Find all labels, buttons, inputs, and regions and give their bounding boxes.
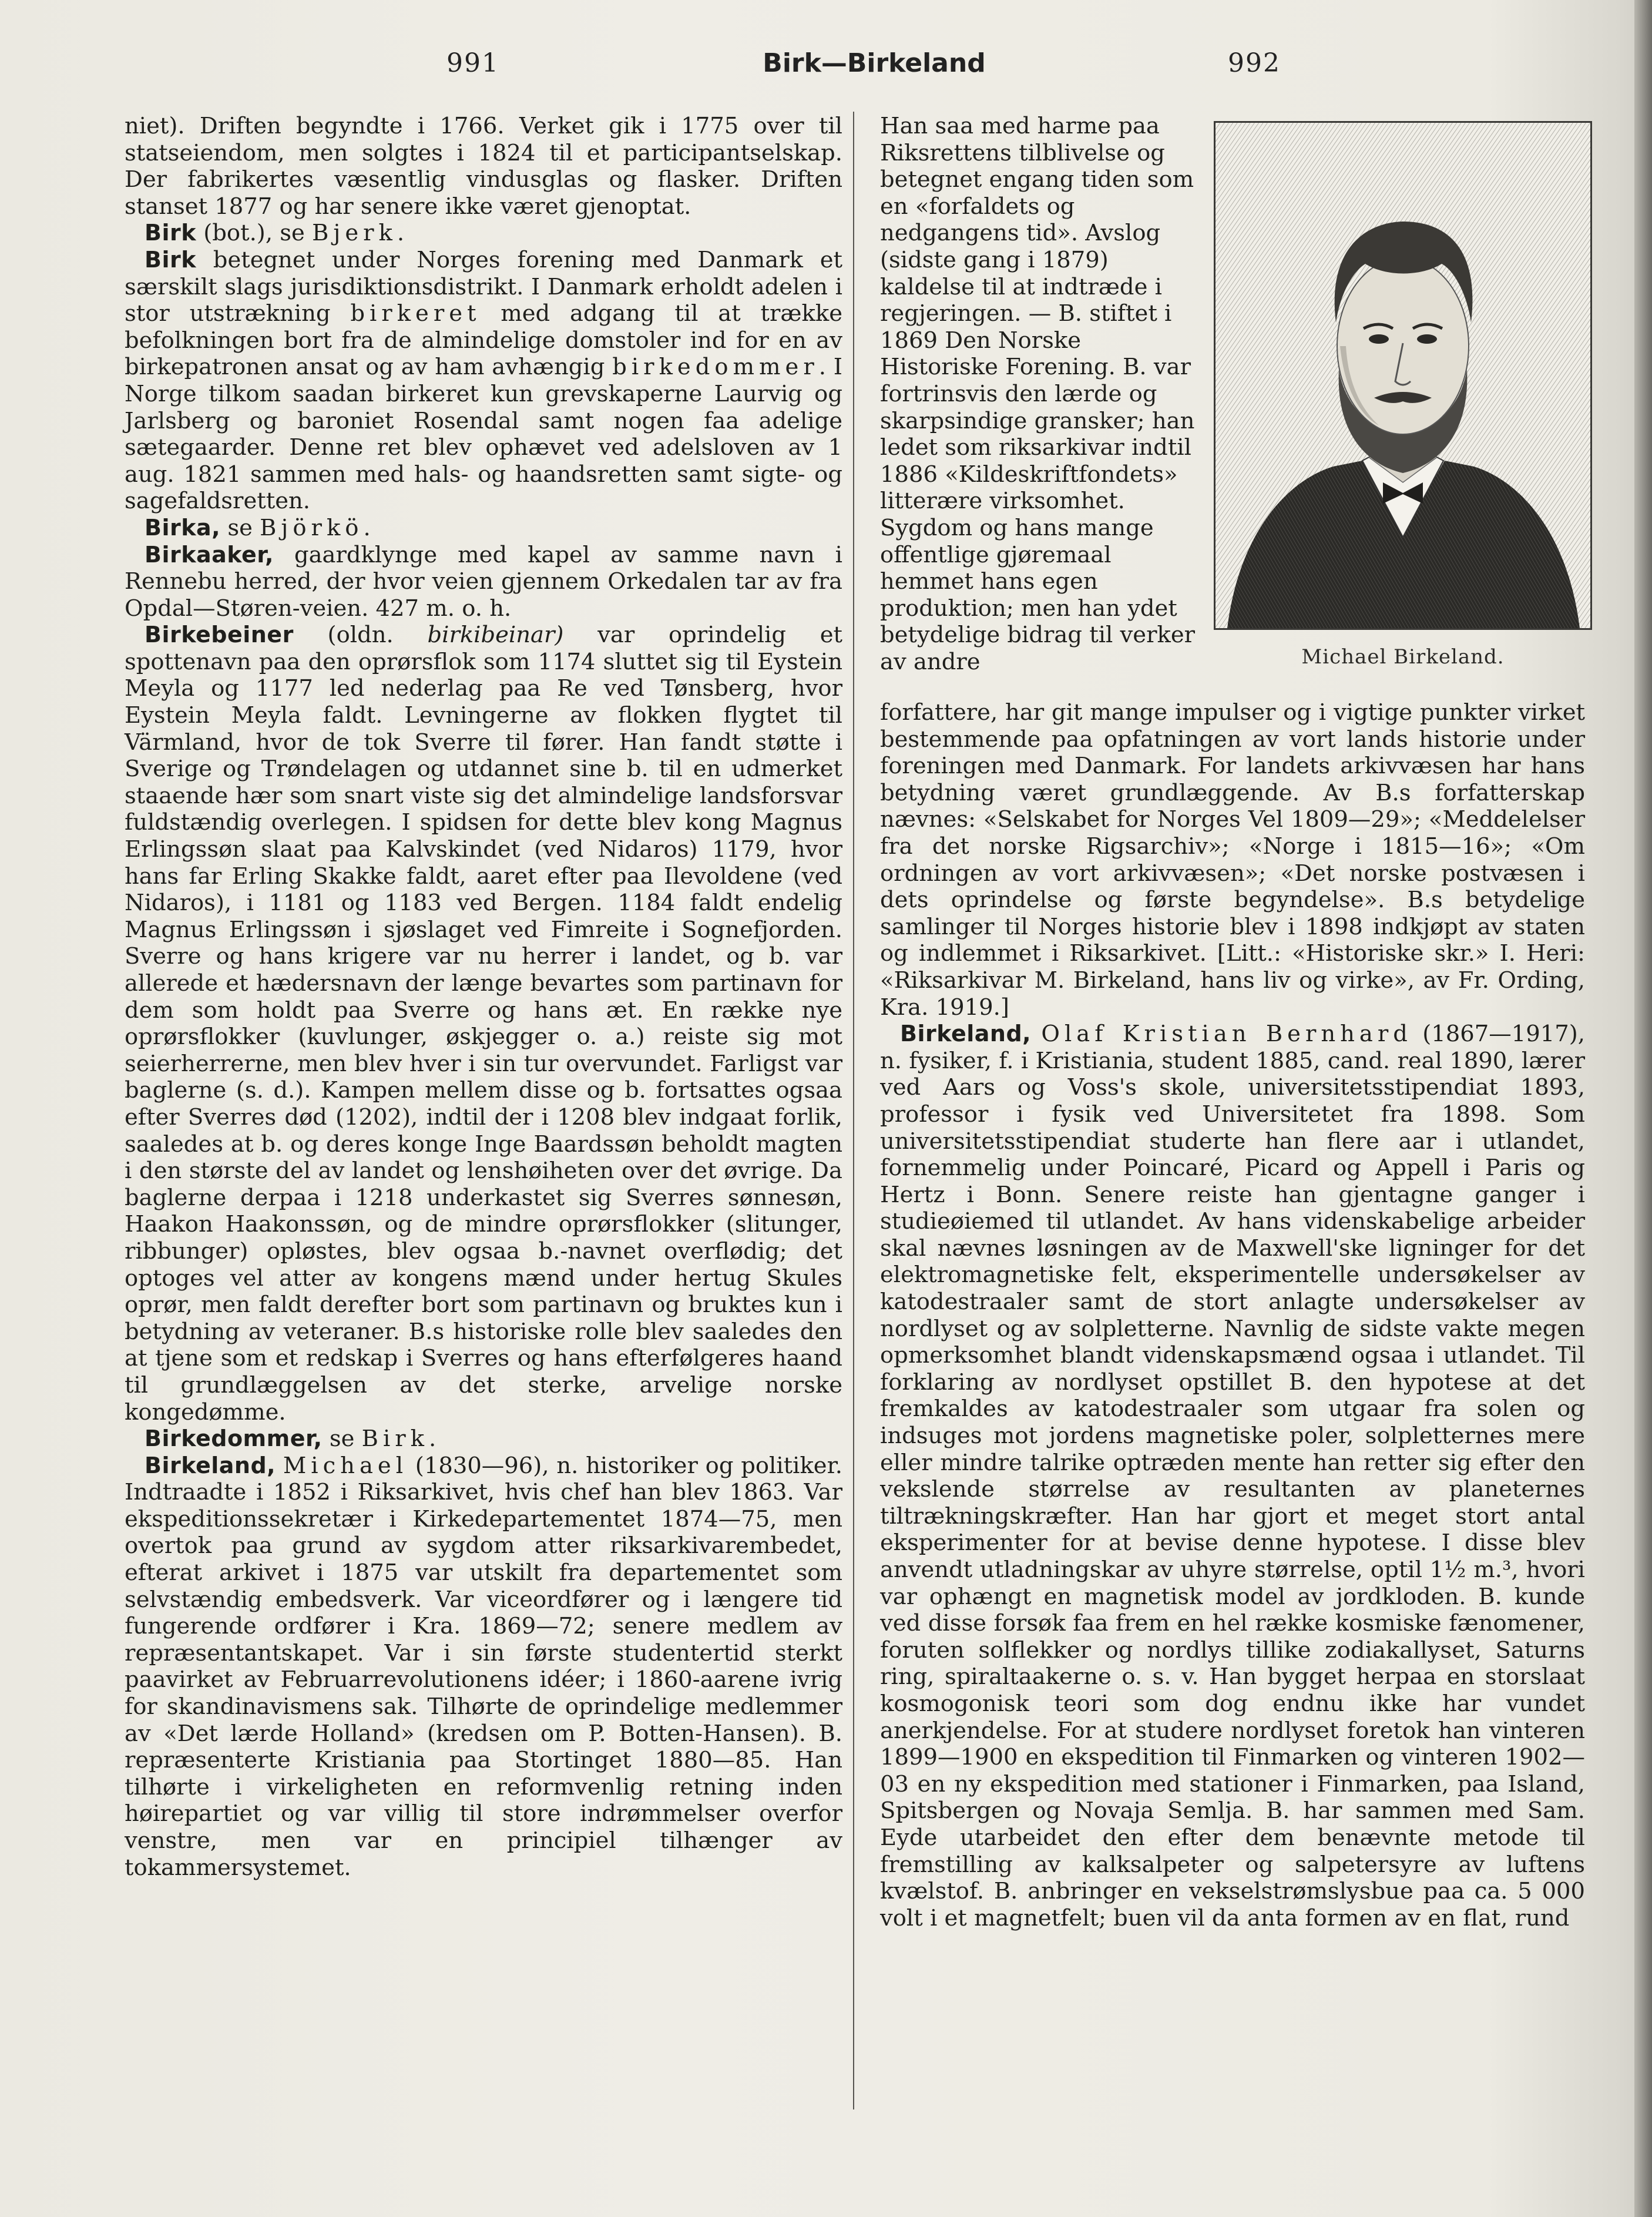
entry-text: se [322,1426,362,1453]
continuation-paragraph: Han saa med harme paa Riksrettens tilblivelse og betegnet engang tiden som en «forfaldets og nedgangens tid». Avslog (sidste gang i 1879) kaldelse til at indtræde i regjeringen. — B. stiftet i 1869 Den Norske Historiske Forening. B. var fortrinsvis den lærde og skarpsindige gransker; han ledet som riksarkivar indtil 1886 «Kildeskriftfondets» litterære virksomhet. Sygdom og hans mange offentlige gjøremaal hemmet hans egen produktion; men han ydet betydelige bidrag til verker av andre [880,113,1196,675]
entry-text: . I Norge tilkom saadan birkeret kun grevskaperne Laurvig og Jarlsberg og baroniet Rosendal samt nogen faa adelige sætegaarder. Denne ret blev ophævet ved adelsloven av 1 aug. 1821 sammen med hals- og haandsretten samt sigte- og sagefaldsretten. [125,354,842,515]
entry-text: . [363,514,371,541]
entry-birk [125,247,842,515]
entry-birkebeiner [125,622,842,1426]
portrait-caption: Michael Birkeland. [1301,645,1505,669]
entry-text [276,1453,283,1479]
spaced-term: birkedommer [612,354,819,381]
spaced-name: Olaf Kristian Bernhard [1041,1021,1412,1048]
entry-birkedommer [125,1426,842,1453]
right-column [880,699,1585,1931]
entry-text: betegnet under Norges forening med Danmark et særskilt slags jurisdiktionsdistrikt. I Danmark erholdt adelen i stor utstrækning [125,246,842,327]
running-head: Birk—Birkeland [763,48,986,78]
portrait-michael-birkeland [1214,121,1592,630]
entry-birkeland-michael [125,1453,842,1881]
headword: Birkebeiner [145,622,294,648]
book-edge [1634,0,1652,2217]
entry-text: (1867—1917), n. fysiker, f. i Kristiania, student 1885, cand. real 1890, lærer ved Aars og Voss's skole, universitetsstipendiat 1893, professor i fysik ved Universitetet fra 1898. Som universitetsstipendiat studerte han flere aar i utlandet, fornemmelig under Poincaré, Picard og Appell i Paris og Hertz i Bonn. Senere reiste han gjentagne ganger i studieøiemed til utlandet. Av hans videnskabelige arbeider skal nævnes løsningen av de Maxwell'ske ligninger for det elektromagnetiske felt, eksperimentelle undersøkelser av katodestraaler samt de stort anlagte undersøkelser av nordlyset og av solpletterne. Navnlig de sidste vakte megen opmerksomhet blandt videnskapsmænd ogsaa i utlandet. Til forklaring av nordlyset opstillet B. den hypotese at det fremkaldes av katodestraaler som utgaar fra solen og indsuges mot jordens magnetiske poler, solpletternes mere eller mindre talrike optræden mente han retter sig efter den vekslende størrelse av resultanten av planeternes tiltrækningskræfter. Han har gjort et meget stort antal eksperimenter for at bevise denne hypotese. I disse blev anvendt utladningskar av uhyre størrelse, optil 1½ m.³, hvori var ophængt en magnetisk model av jordkloden. B. kunde ved disse forsøk faa frem en hel række kosmiske fænomener, foruten solflekker og nordlys tillike zodiakallyset, Saturns ring, spiraltaakerne o. s. v. Han bygget herpaa en storslaat kosmogonisk teori som dog endnu ikke har vundet anerkjendelse. For at studere nordlyset foretok han vinteren 1899—1900 en ekspedition til Finmarken og vinteren 1902—03 en ny ekspedition med stationer i Finmarken, paa Island, Spitsbergen og Novaja Semlja. B. har sammen med Sam. Eyde utarbeidet den efter dem benævnte metode til fremstilling av kalksalpeter og salpetersyre av luftens kvælstof. B. anbringer en vekselstrømslysbue paa ca. 5 000 volt i et magnetfelt; buen vil da anta formen av en flat, rund [880,1021,1585,1931]
continuation-paragraph: niet). Driften begyndte i 1766. Verket gik i 1775 over til statseiendom, men solgtes i 1824 til et participantselskap. Der fabrikertes væsentlig vindusglas og flasker. Driften stanset 1877 og har senere ikke været gjenoptat. [125,113,842,220]
headword: Birkeland, [900,1021,1032,1047]
left-column [125,113,842,1881]
entry-text [1031,1021,1041,1047]
continuation-paragraph: forfattere, har git mange impulser og i vigtige punkter virket bestemmende paa opfatningen av vort lands historie under foreningen med Danmark. For landets arkivvæsen har hans betydning været grundlæggende. Av B.s forfatterskap nævnes: «Selskabet for Norges Vel 1809—29»; «Meddelelser fra det norske Rigsarchiv»; «Norge i 1815—16»; «Om ordningen av vort arkivvæsen»; «Det norske postvæsen i dets oprindelse og første begyndelse». B.s betydelige samlinger til Norges historie blev i 1898 indkjøpt av staten og indlemmet i Riksarkivet. [Litt.: «Historiske skr.» I. Heri: «Riksarkivar M. Birkeland, hans liv og virke», av Fr. Ording, Kra. 1919.] [880,699,1585,1021]
portrait-engraving [1216,123,1590,628]
headword: Birkedommer, [145,1426,323,1452]
entry-birk-bot [125,220,842,247]
headword: Birka, [145,514,221,541]
entry-birkaaker [125,542,842,622]
entry-birka [125,515,842,542]
page-number-right: 992 [1228,48,1281,78]
italic-term: birkibeinar) [427,622,564,649]
entry-text: (oldn. [293,622,428,649]
headword: Birk [145,246,197,273]
right-column-top [880,113,1195,675]
entry-birkeland-olaf [880,1021,1585,1931]
cross-reference: Birk [361,1426,429,1453]
column-divider [853,112,854,2109]
spaced-term: birkeret [350,300,481,327]
entry-text: . [397,220,405,247]
spaced-name: Michael [283,1452,408,1479]
entry-text: se [220,514,260,541]
entry-text: med adgang til at trække befolkningen bort fra de almindelige domstoler ind for en av birkepatronen ansat og av ham avhængig [125,300,842,381]
cross-reference: Bjerk [312,220,397,247]
entry-text: gaardklynge med kapel av samme navn i Rennebu herred, der hvor veien gjennem Orkedalen tar av fra Opdal—Støren-veien. 427 m. o. h. [125,541,842,622]
cross-reference: Björkö [260,514,364,541]
entry-text: var oprindelig et spottenavn paa den oprørsflok som 1174 sluttet sig til Eystein Meyla og 1177 led nederlag paa Re ved Tønsberg, hvor Eystein Meyla faldt. Levningerne av flokken flygtet til Värmland, hvor de tok Sverre til fører. Han fandt støtte i Sverige og Trøndelagen og utdannet sine b. til en udmerket staaende hær som snart viste sig det almindelige landsforsvar fuldstændig overlegen. I spidsen for dette blev kong Magnus Erlingssøn slaat paa Kalvskindet (ved Nidaros) 1179, hvor hans far Erling Skakke faldt, aaret efter paa Ilevoldene (ved Nidaros), i 1181 og 1183 ved Bergen. 1184 faldt endelig Magnus Erlingssøn i sjøslaget ved Fimreite i Sognefjorden. Sverre og hans krigere var nu herrer i landet, og b. var allerede et hædersnavn der længe bevartes som partinavn for dem som holdt paa Sverre og hans æt. En række nye oprørsflokker (kuvlunger, øskjegger o. a.) reiste sig mot seierherrerne, men blev hver i sin tur overvundet. Farligst var baglerne (s. d.). Kampen mellem disse og b. fortsattes ogsaa efter Sverres død (1202), indtil der i 1208 blev indgaat forlik, saaledes at b. og deres konge Inge Baardssøn beholdt magten i den største del av landet og lenshøiheten over det øvrige. Da baglerne derpaa i 1218 underkastet sig Sverres sønnesøn, Haakon Haakonssøn, og de mindre oprørsflokker (slitunger, ribbunger) opløstes, blev ogsaa b.-navnet overflødig; det optoges vel atter av kongens mænd under hertug Skules oprør, men faldt derefter bort som partinavn og bruktes kun i betydning av veteraner. B.s historiske rolle blev saaledes den at tjene som et redskap i Sverres og hans efterfølgeres haand til grundlæggelsen av det sterke, arvelige norske kongedømme. [125,622,842,1426]
entry-text: (bot.), se [196,220,313,247]
entry-text: (1830—96), n. historiker og politiker. Indtraadte i 1852 i Riksarkivet, hvis chef han blev 1863. Var ekspeditionssekretær i Kirkedepartementet 1874—75, men overtok paa grund av sygdom atter riksarkivarembedet, efterat arkivet i 1875 var utskilt fra departementet som selvstændig embedsverk. Var viceordfører og i længere tid fungerende ordfører i Kra. 1869—72; senere medlem av repræsentantskapet. Var i sin første studentertid sterkt paavirket av Februarrevolutionens idéer; i 1860-aarene ivrig for skandinavismens sak. Tilhørte de oprindelige medlemmer av «Det lærde Holland» (kredsen om P. Botten-Hansen). B. repræsenterte Kristiania paa Stortinget 1880—85. Han tilhørte i virkeligheten en reformvenlig retning inden høirepartiet og var villig til store indrømmelser overfor venstre, men var en principiel tilhænger av tokammersystemet. [125,1452,842,1881]
headword: Birk [145,220,197,246]
entry-text: . [429,1426,436,1453]
headword: Birkeland, [145,1452,276,1478]
page-number-left: 991 [446,48,499,78]
headword: Birkaaker, [145,541,274,568]
